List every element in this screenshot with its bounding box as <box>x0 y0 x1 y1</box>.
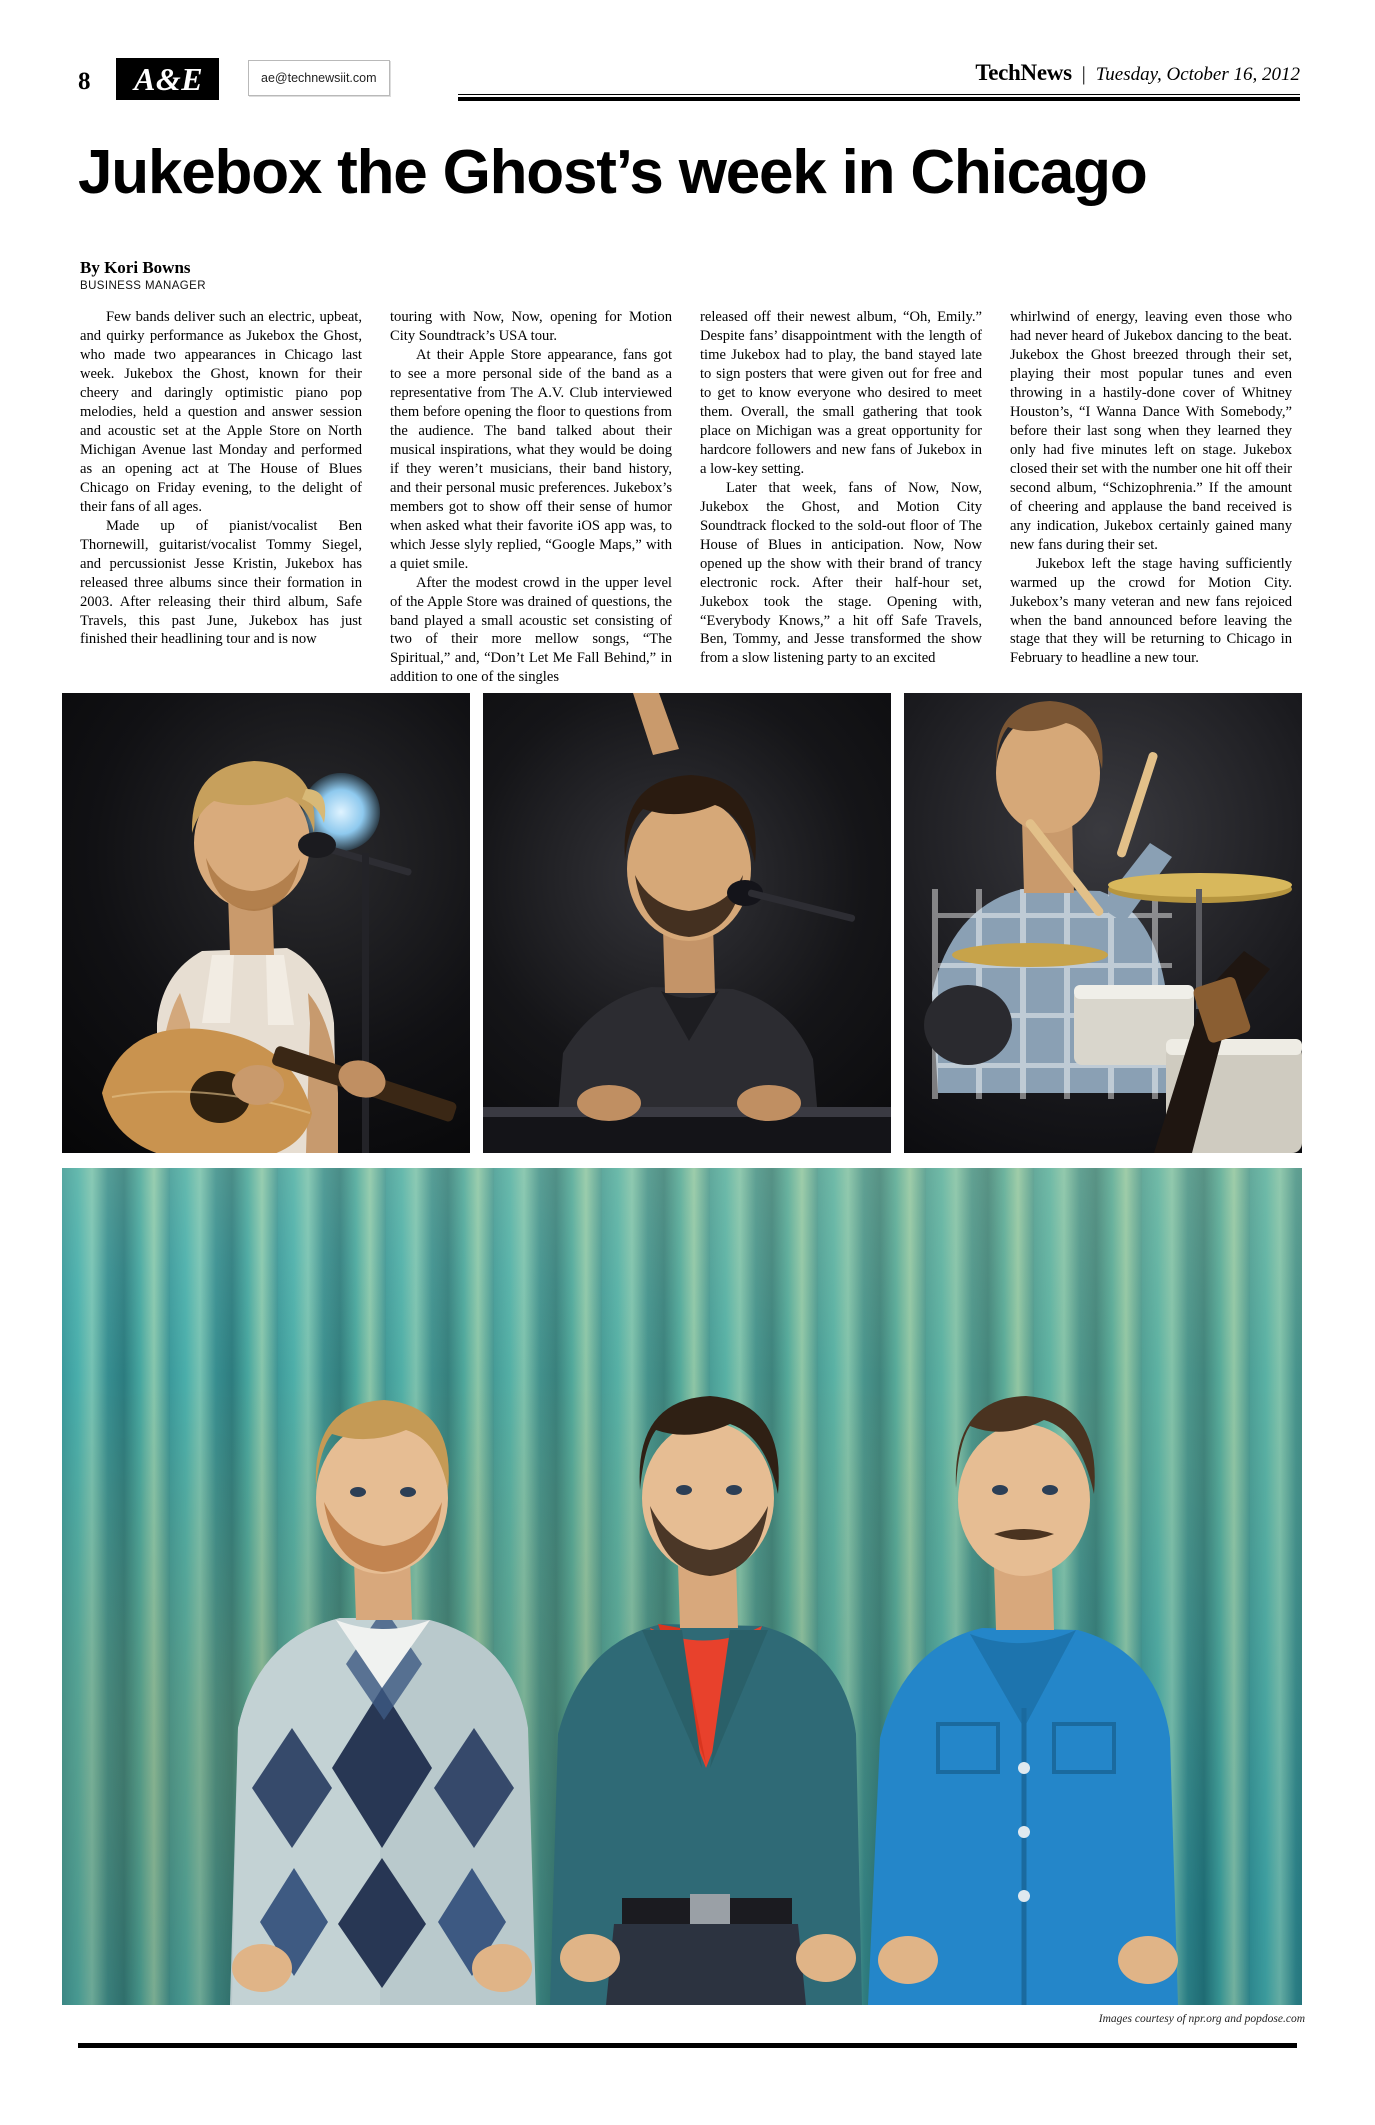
article-column-2 <box>390 308 672 687</box>
publication-name: TechNews <box>975 60 1072 85</box>
paragraph: After the modest crowd in the upper level of the Apple Store was drained of questions, the band played a small acoustic set consisting of two of their more mellow songs, “The Spiritual,” and, “Don’t Let Me Fall Behind,” in addition to one of the singles <box>390 574 672 686</box>
guitarist-illustration <box>62 693 470 1153</box>
masthead-publication-block <box>961 60 1300 86</box>
article-column-4 <box>1010 308 1292 687</box>
masthead-rule <box>458 94 1300 101</box>
photo-drummer <box>904 693 1302 1153</box>
footer-rule <box>78 2043 1297 2048</box>
issue-date: Tuesday, October 16, 2012 <box>1095 64 1300 85</box>
photo-guitarist-singing <box>62 693 470 1153</box>
photo-pianist-singing <box>483 693 891 1153</box>
article-column-3 <box>700 308 982 687</box>
photo-credit: Images courtesy of npr.org and popdose.com <box>1098 2013 1305 2025</box>
band-members-illustration <box>62 1168 1302 2005</box>
masthead <box>78 58 1300 104</box>
member-left <box>230 1400 536 2005</box>
pianist-illustration <box>483 693 891 1153</box>
paragraph: touring with Now, Now, opening for Motion City Soundtrack’s USA tour. <box>390 309 672 344</box>
paragraph: whirlwind of energy, leaving even those who had never heard of Jukebox dancing to the beat. Jukebox the Ghost breezed through their set, playing their most popular tunes and even throwing in a hastily-done cover of Whitney Houston’s, “I Wanna Dance With Somebody,” before their last song when they learned they only had five minutes left on stage. Jukebox closed their set with the number one hit off their second album, “Schizophrenia.” If the amount of cheering and applause the band received is any indication, Jukebox certainly gained many new fans during their set. <box>1010 309 1292 553</box>
paragraph: released off their newest album, “Oh, Emily.” Despite fans’ disappointment with the length of time Jukebox had to play, the band stayed late to sign posters that were given out for free and to get to know everyone who desired to meet them. Overall, the small gathering that took place on Michigan was a great opportunity for hardcore followers and new fans of Jukebox in a low-key setting. <box>700 309 982 477</box>
photo-band-portrait <box>62 1168 1302 2005</box>
section-tag <box>116 58 219 100</box>
byline-role: BUSINESS MANAGER <box>80 280 206 292</box>
paragraph: Few bands deliver such an electric, upbeat, and quirky performance as Jukebox the Ghost, who made two appearances in Chicago last week. Jukebox the Ghost, known for their cheery and daringly optimistic piano pop melodies, held a question and answer session and acoustic set at the Apple Store on North Michigan Avenue last Monday and performed as an opening act at The House of Blues Chicago on Friday evening, to the delight of their fans of all ages. <box>80 309 362 515</box>
paragraph: Made up of pianist/vocalist Ben Thornewill, guitarist/vocalist Tommy Siegel, and percussionist Jesse Kristin, Jukebox has released three albums since their formation in 2003. After releasing their third album, Safe Travels, this past June, Jukebox has just finished their headlining tour and is now <box>80 517 362 648</box>
byline-author: By Kori Bowns <box>80 258 191 277</box>
photo-row <box>62 693 1302 1153</box>
page-number: 8 <box>78 68 91 95</box>
member-middle <box>550 1396 862 2005</box>
section-tag-label: A&E <box>134 61 204 97</box>
article-column-1 <box>80 308 362 687</box>
byline <box>80 258 335 292</box>
page-title: Jukebox the Ghost’s week in Chicago <box>78 138 1147 207</box>
masthead-separator: | <box>1081 63 1086 85</box>
paragraph: Jukebox left the stage having sufficiently warmed up the crowd for Motion City. Jukebox’s many veteran and new fans rejoiced when the band announced before leaving the stage that they will be returning to Chicago in February to headline a new tour. <box>1010 555 1292 667</box>
member-right <box>868 1396 1178 2005</box>
paragraph: Later that week, fans of Now, Now, Jukebox the Ghost, and Motion City Soundtrack flocked to the sold-out floor of The House of Blues in anticipation. Now, Now opened up the show with their brand of trancy electronic rock. After their half-hour set, Jukebox took the stage. Opening with, “Everybody Knows,” a hit off Safe Travels, Ben, Tommy, and Jesse transformed the show from a slow listening party to an excited <box>700 479 982 667</box>
paragraph: At their Apple Store appearance, fans got to see a more personal side of the band as a representative from The A.V. Club interviewed them before opening the floor to questions from the audience. The band talked about their musical inspirations, what they would be doing if they weren’t musicians, their band history, and their personal music preferences. Jukebox’s members got to show off their sense of humor when asked what their favorite iOS app was, to which Jesse slyly replied, “Google Maps,” with a quiet smile. <box>390 346 672 572</box>
drummer-illustration <box>904 693 1302 1153</box>
section-email: ae@technewsiit.com <box>248 60 390 96</box>
article-body <box>80 308 1302 687</box>
